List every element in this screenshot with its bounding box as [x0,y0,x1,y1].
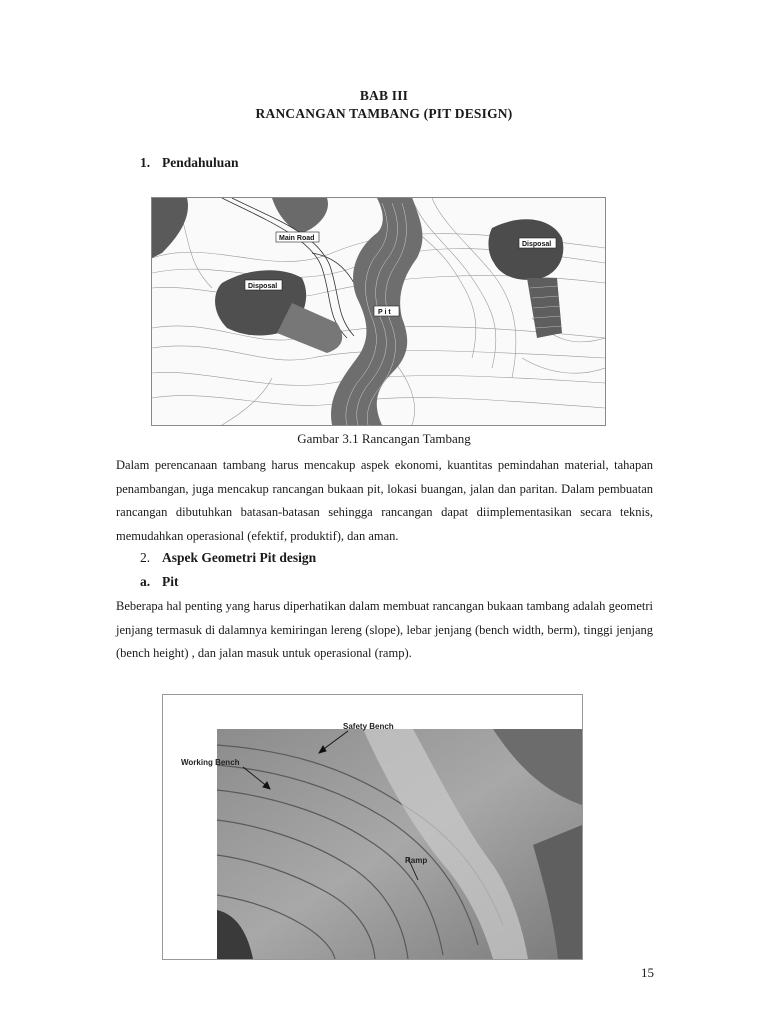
open-pit-photo-drawing [163,695,582,959]
section1-title: Pendahuluan [162,155,239,170]
dark-area-top-left [152,198,188,258]
pit-design-map [151,197,606,426]
svg-text:Disposal: Disposal [522,241,552,248]
subsection-a-title: Pit [162,574,179,589]
paragraph-pit-geometry: Beberapa hal penting yang harus diperhatikan dalam membuat rancangan bukaan tambang adalah geometri jenjang termasuk di dalamnya kemiringan lereng (slope), lebar jenjang (bench width, berm), tinggi jenjang (bench height) , dan jalan masuk untuk operasional (ramp). [116,599,653,660]
label-ramp: Ramp [405,856,428,865]
open-pit-photo [162,694,583,960]
label-disposal-right [519,238,556,248]
svg-text:P i t: P i t [378,309,391,316]
disposal-right-area [488,219,563,280]
label-main-road [276,232,319,242]
chapter-number: BAB III [359,88,409,103]
section2-title: Aspek Geometri Pit design [162,550,317,565]
svg-text:Disposal: Disposal [248,283,278,290]
pit-design-map-drawing [152,198,605,425]
page-number: 15 [641,965,654,980]
section1-number: 1. [140,155,151,170]
subsection-a-letter: a. [140,574,151,589]
paragraph-introduction: Dalam perencanaan tambang harus mencakup aspek ekonomi, kuantitas pemindahan material, tahapan penambangan, juga mencakup rancangan bukaan pit, lokasi buangan, jalan dan paritan. Dalam pembuatan rancangan dibutuhkan batasan-batasan sehingga rancangan dapat diimplementasikan secara teknis, memudahkan operasional (efektif, produktif), dan aman. [116,458,653,543]
label-safety-bench: Safety Bench [343,722,394,731]
label-working-bench: Working Bench [181,758,240,767]
label-disposal-left [245,280,282,290]
label-pit [374,306,399,316]
figure1-caption: Gambar 3.1 Rancangan Tambang [297,431,471,446]
section2-number: 2. [140,550,151,565]
chapter-title: RANCANGAN TAMBANG (PIT DESIGN) [255,106,513,121]
svg-text:Main Road: Main Road [279,235,315,242]
